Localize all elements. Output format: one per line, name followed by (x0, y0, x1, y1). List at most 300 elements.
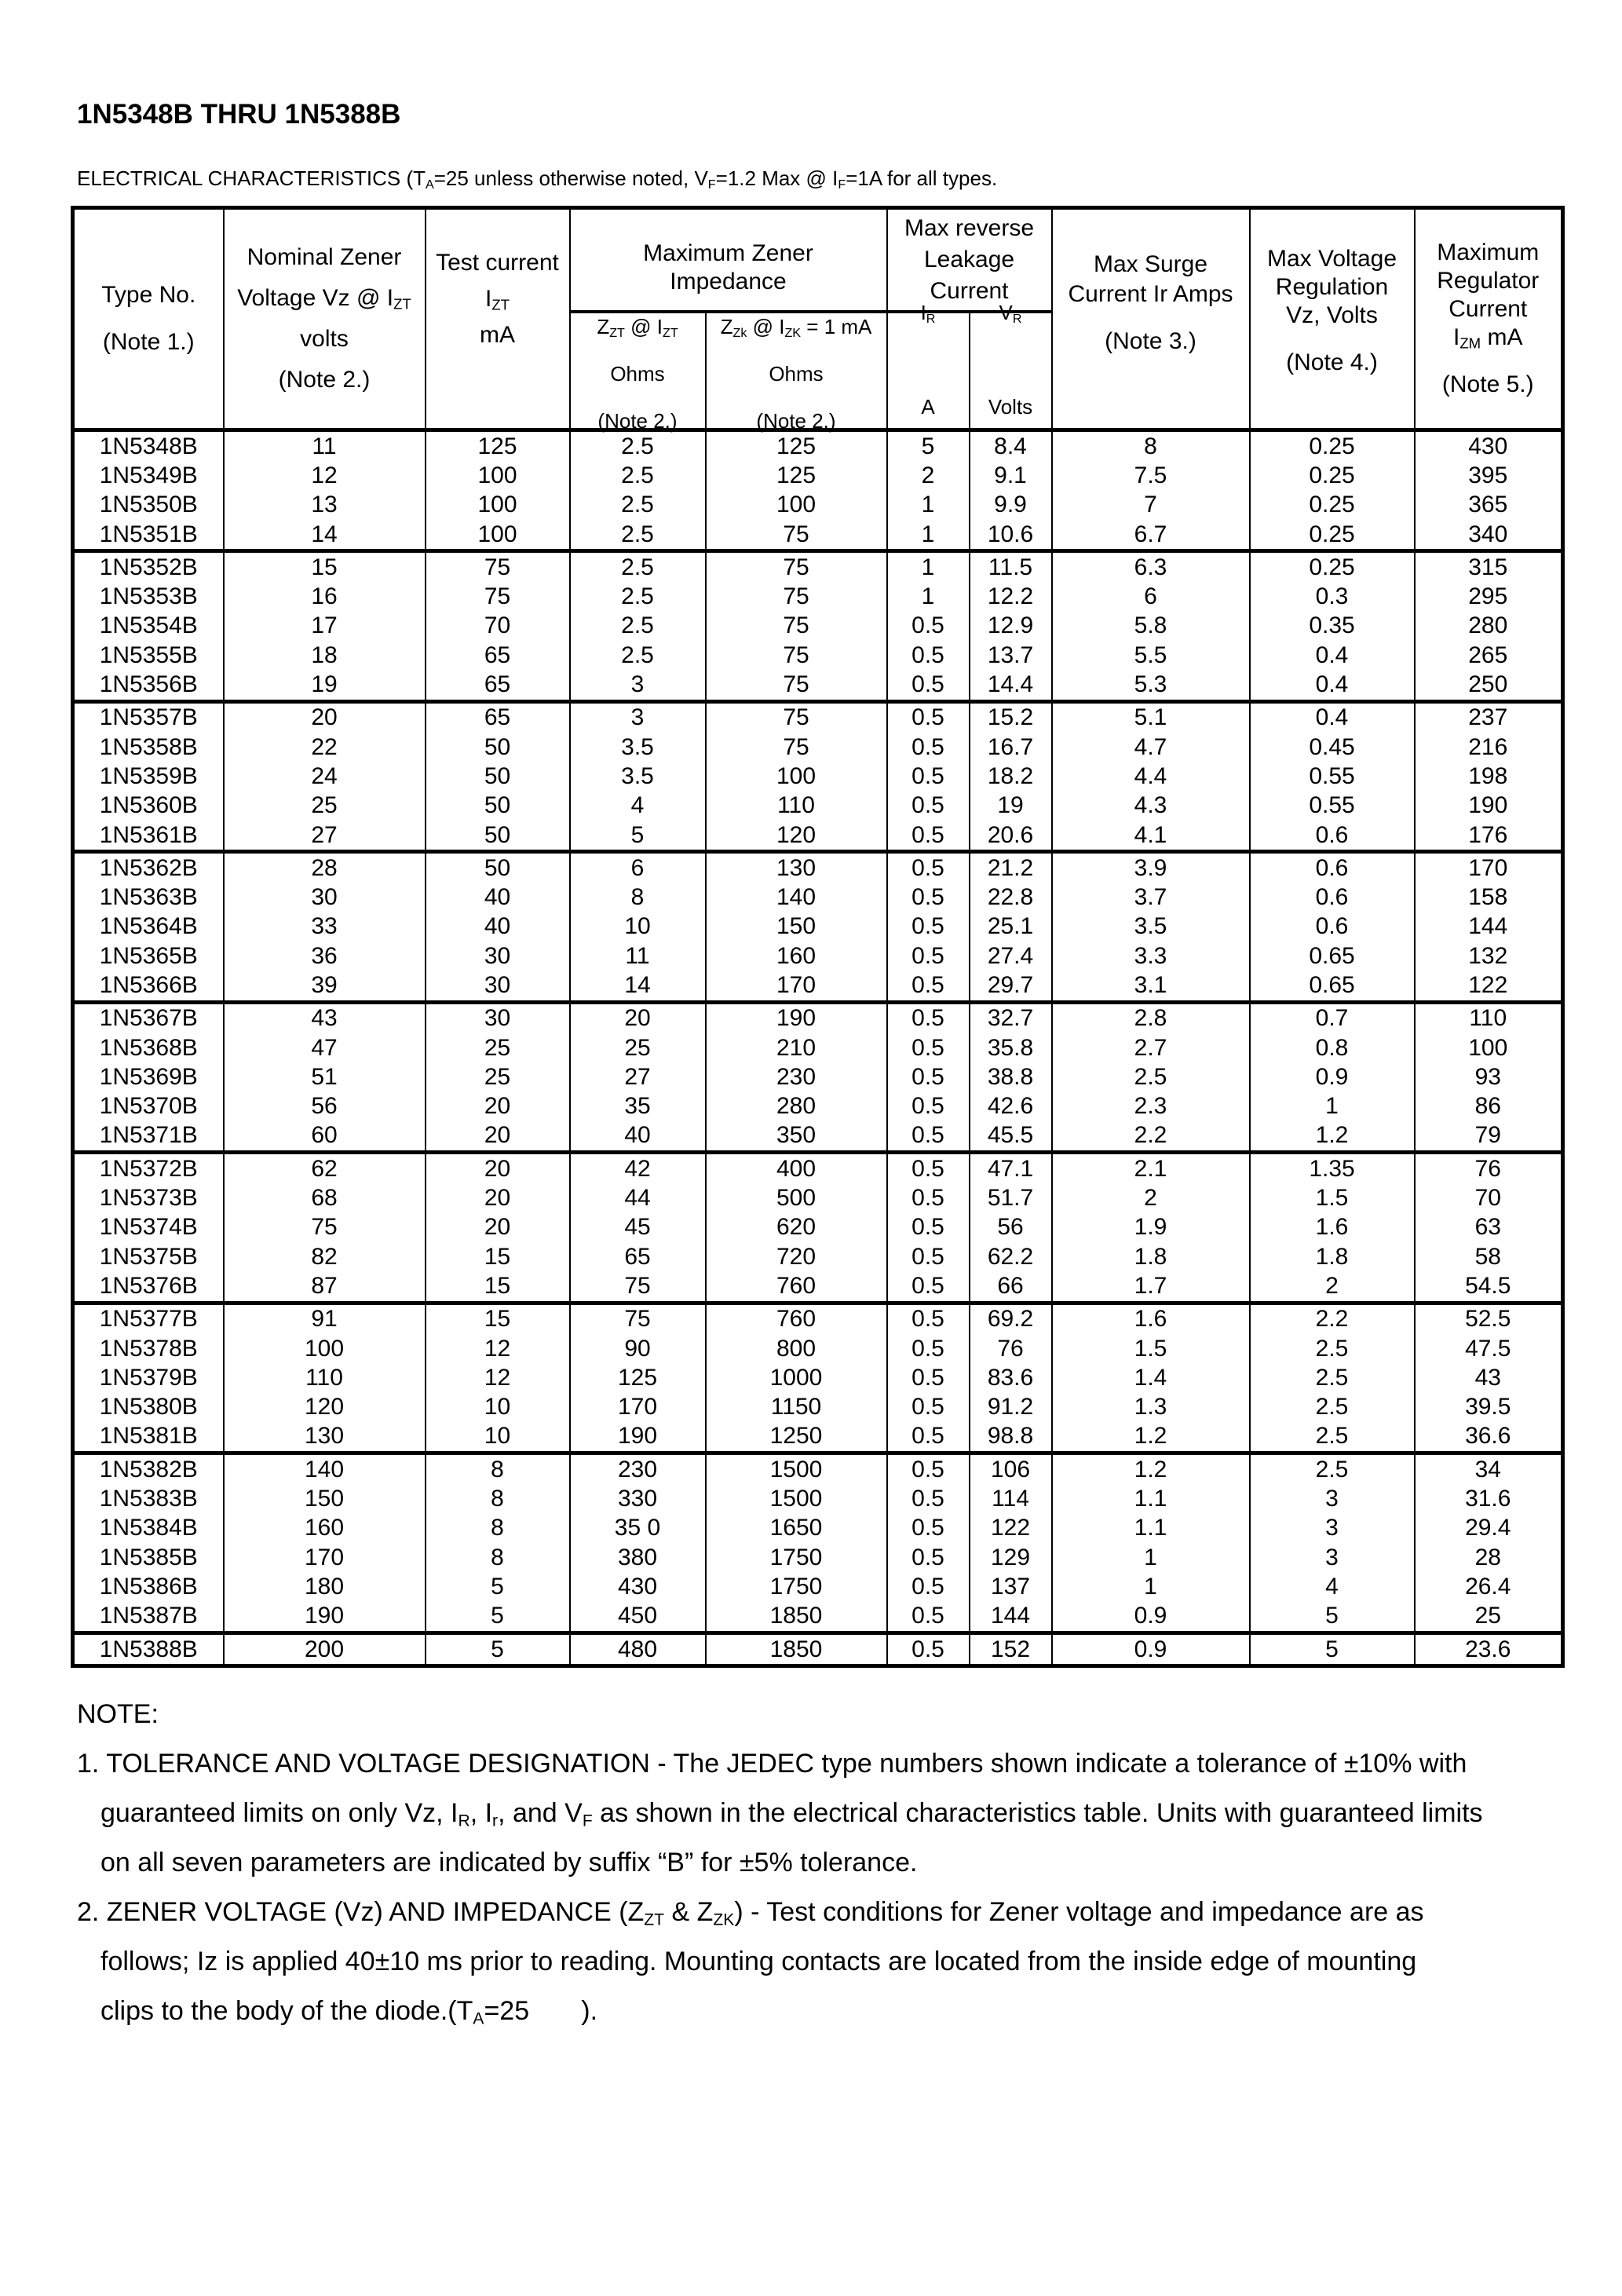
value-cell: 170 (1415, 852, 1563, 883)
table-row (73, 701, 1563, 733)
value-cell: 2.5 (1250, 1422, 1415, 1453)
value-cell: 120 (224, 1393, 426, 1422)
electrical-characteristics-table (71, 206, 1565, 1668)
value-cell: 100 (1415, 1033, 1563, 1062)
value-cell: 87 (224, 1271, 426, 1303)
value-cell: 330 (570, 1484, 706, 1513)
value-cell: 1.4 (1052, 1363, 1250, 1392)
value-cell: 20 (224, 701, 426, 733)
value-cell: 2.5 (1052, 1062, 1250, 1091)
value-cell: 140 (224, 1453, 426, 1485)
value-cell: 23.6 (1415, 1632, 1563, 1665)
value-cell: 47 (224, 1033, 426, 1062)
value-cell: 150 (224, 1484, 426, 1513)
value-cell: 75 (224, 1213, 426, 1242)
value-cell: 52.5 (1415, 1303, 1563, 1334)
header-zzk: $Z_{Zk}$ @ $I_{ZK} = 1$ mA Ohms (Note 2.) (706, 312, 887, 430)
value-cell: 0.6 (1250, 883, 1415, 912)
value-cell: 45 (570, 1213, 706, 1242)
value-cell: 3 (570, 701, 706, 733)
header-type-no: Type No. (Note 1.) (73, 208, 224, 430)
value-cell: 18 (224, 641, 426, 670)
value-cell: 150 (706, 912, 887, 941)
value-cell: 20 (570, 1002, 706, 1033)
value-cell: 6 (1052, 582, 1250, 611)
value-cell: 0.55 (1250, 792, 1415, 821)
value-cell: 4.4 (1052, 762, 1250, 791)
zzk-note: (Note 2.) (756, 409, 836, 433)
notes-heading: NOTE: (77, 1699, 159, 1729)
value-cell: 20 (426, 1092, 570, 1121)
value-cell: 75 (706, 582, 887, 611)
value-cell: 4.1 (1052, 821, 1250, 852)
value-cell: 0.6 (1250, 821, 1415, 852)
value-cell: 35.8 (970, 1033, 1052, 1062)
type-number-cell: 1N5375B (73, 1242, 224, 1271)
value-cell: 63 (1415, 1213, 1563, 1242)
value-cell: 0.5 (887, 941, 970, 971)
value-cell: 0.5 (887, 701, 970, 733)
table-row (73, 1514, 1563, 1543)
value-cell: 28 (1415, 1543, 1563, 1572)
value-cell: 110 (706, 792, 887, 821)
value-cell: 0.25 (1250, 430, 1415, 462)
table-row (73, 941, 1563, 971)
type-number-cell: 1N5379B (73, 1363, 224, 1392)
value-cell: 0.5 (887, 1453, 970, 1485)
value-cell: 170 (224, 1543, 426, 1572)
table-row (73, 1334, 1563, 1363)
value-cell: 76 (970, 1334, 1052, 1363)
header-max-regulator-current: Maximum Regulator Current $I_{ZM}$ mA (Note 5.) (1415, 208, 1563, 430)
value-cell: 125 (570, 1363, 706, 1392)
type-number-cell: 1N5354B (73, 612, 224, 641)
value-cell: 280 (1415, 612, 1563, 641)
value-cell: 0.4 (1250, 670, 1415, 701)
value-cell: 130 (706, 852, 887, 883)
value-cell: 1750 (706, 1543, 887, 1572)
value-cell: 0.65 (1250, 941, 1415, 971)
value-cell: 5 (426, 1572, 570, 1601)
value-cell: 10 (426, 1422, 570, 1453)
table-row (73, 1363, 1563, 1392)
value-cell: 6 (570, 852, 706, 883)
value-cell: 25 (224, 792, 426, 821)
value-cell: 91.2 (970, 1393, 1052, 1422)
value-cell: 0.5 (887, 1572, 970, 1601)
value-cell: 1750 (706, 1572, 887, 1601)
value-cell: 76 (1415, 1153, 1563, 1184)
value-cell: 2.5 (570, 551, 706, 583)
value-cell: 43 (224, 1002, 426, 1033)
value-cell: 0.5 (887, 1422, 970, 1453)
value-cell: 14 (570, 971, 706, 1002)
value-cell: 42.6 (970, 1092, 1052, 1121)
table-row (73, 1422, 1563, 1453)
value-cell: 27 (224, 821, 426, 852)
value-cell: 2.5 (1250, 1334, 1415, 1363)
value-cell: 0.5 (887, 1002, 970, 1033)
value-cell: 2.5 (570, 491, 706, 520)
value-cell: 21.2 (970, 852, 1052, 883)
value-cell: 0.55 (1250, 762, 1415, 791)
value-cell: 2 (887, 461, 970, 490)
table-row (73, 1632, 1563, 1665)
value-cell: 0.5 (887, 1271, 970, 1303)
value-cell: 0.5 (887, 733, 970, 762)
value-cell: 1 (1250, 1092, 1415, 1121)
value-cell: 83.6 (970, 1363, 1052, 1392)
value-cell: 5 (426, 1632, 570, 1665)
value-cell: 0.45 (1250, 733, 1415, 762)
value-cell: 25 (426, 1033, 570, 1062)
value-cell: 1500 (706, 1484, 887, 1513)
type-number-cell: 1N5352B (73, 551, 224, 583)
value-cell: 1.6 (1052, 1303, 1250, 1334)
value-cell: 10.6 (970, 520, 1052, 551)
value-cell: 122 (970, 1514, 1052, 1543)
table-row (73, 1572, 1563, 1601)
value-cell: 39 (224, 971, 426, 1002)
table-row (73, 1092, 1563, 1121)
table-row (73, 1453, 1563, 1485)
value-cell: 12 (426, 1334, 570, 1363)
value-cell: 40 (426, 912, 570, 941)
value-cell: 160 (224, 1514, 426, 1543)
value-cell: 30 (426, 941, 570, 971)
value-cell: 11 (224, 430, 426, 462)
value-cell: 1.3 (1052, 1393, 1250, 1422)
table-row (73, 1121, 1563, 1153)
table-row (73, 733, 1563, 762)
value-cell: 620 (706, 1213, 887, 1242)
note-line: 2. ZENER VOLTAGE (Vz) AND IMPEDANCE ($Z_{ZT}$ & $Z_{ZK}$) - Test conditions for Zener voltage and impedance are as (77, 1897, 1424, 1929)
value-cell: 100 (426, 461, 570, 490)
value-cell: 237 (1415, 701, 1563, 733)
value-cell: 29.4 (1415, 1514, 1563, 1543)
value-cell: 2.5 (1250, 1363, 1415, 1392)
value-cell: 0.5 (887, 1183, 970, 1212)
type-number-cell: 1N5364B (73, 912, 224, 941)
value-cell: 6.3 (1052, 551, 1250, 583)
value-cell: 110 (1415, 1002, 1563, 1033)
value-cell: 0.5 (887, 670, 970, 701)
value-cell: 35 0 (570, 1514, 706, 1543)
table-row (73, 1271, 1563, 1303)
value-cell: 3.5 (1052, 912, 1250, 941)
value-cell: 62 (224, 1153, 426, 1184)
note-line: 1. TOLERANCE AND VOLTAGE DESIGNATION - The JEDEC type numbers shown indicate a tolerance of ±10% with (77, 1749, 1467, 1779)
table-row (73, 1033, 1563, 1062)
value-cell: 65 (426, 641, 570, 670)
value-cell: 0.25 (1250, 520, 1415, 551)
value-cell: 1850 (706, 1632, 887, 1665)
type-number-cell: 1N5349B (73, 461, 224, 490)
value-cell: 86 (1415, 1092, 1563, 1121)
value-cell: 47.1 (970, 1153, 1052, 1184)
value-cell: 0.5 (887, 1303, 970, 1334)
value-cell: 100 (706, 762, 887, 791)
value-cell: 3.5 (570, 762, 706, 791)
value-cell: 50 (426, 762, 570, 791)
value-cell: 2.7 (1052, 1033, 1250, 1062)
value-cell: 31.6 (1415, 1484, 1563, 1513)
value-cell: 1000 (706, 1363, 887, 1392)
value-cell: 79 (1415, 1121, 1563, 1153)
value-cell: 4 (1250, 1572, 1415, 1601)
value-cell: 190 (706, 1002, 887, 1033)
table-row (73, 1183, 1563, 1212)
value-cell: 1.2 (1052, 1453, 1250, 1485)
type-number-cell: 1N5373B (73, 1183, 224, 1212)
value-cell: 8 (426, 1514, 570, 1543)
type-number-cell: 1N5380B (73, 1393, 224, 1422)
value-cell: 3 (1250, 1514, 1415, 1543)
value-cell: 82 (224, 1242, 426, 1271)
value-cell: 5 (1250, 1632, 1415, 1665)
value-cell: 0.5 (887, 612, 970, 641)
value-cell: 18.2 (970, 762, 1052, 791)
value-cell: 51 (224, 1062, 426, 1091)
table-row (73, 670, 1563, 701)
value-cell: 60 (224, 1121, 426, 1153)
value-cell: 42 (570, 1153, 706, 1184)
value-cell: 35 (570, 1092, 706, 1121)
value-cell: 12 (426, 1363, 570, 1392)
value-cell: 75 (706, 612, 887, 641)
value-cell: 20.6 (970, 821, 1052, 852)
value-cell: 0.5 (887, 1062, 970, 1091)
value-cell: 6.7 (1052, 520, 1250, 551)
value-cell: 26.4 (1415, 1572, 1563, 1601)
value-cell: 3 (1250, 1543, 1415, 1572)
value-cell: 1500 (706, 1453, 887, 1485)
value-cell: 62.2 (970, 1242, 1052, 1271)
value-cell: 265 (1415, 641, 1563, 670)
value-cell: 15 (426, 1242, 570, 1271)
value-cell: 122 (1415, 971, 1563, 1002)
value-cell: 15 (426, 1271, 570, 1303)
value-cell: 40 (570, 1121, 706, 1153)
value-cell: 25 (426, 1062, 570, 1091)
value-cell: 50 (426, 821, 570, 852)
type-number-cell: 1N5384B (73, 1514, 224, 1543)
value-cell: 50 (426, 792, 570, 821)
value-cell: 2.5 (570, 582, 706, 611)
value-cell: 0.5 (887, 1213, 970, 1242)
value-cell: 30 (224, 883, 426, 912)
table-row (73, 971, 1563, 1002)
value-cell: 0.5 (887, 1092, 970, 1121)
value-cell: 1150 (706, 1393, 887, 1422)
value-cell: 0.5 (887, 762, 970, 791)
value-cell: 54.5 (1415, 1271, 1563, 1303)
value-cell: 75 (706, 701, 887, 733)
table-row (73, 1484, 1563, 1513)
value-cell: 24 (224, 762, 426, 791)
value-cell: 65 (426, 670, 570, 701)
value-cell: 0.35 (1250, 612, 1415, 641)
type-number-cell: 1N5360B (73, 792, 224, 821)
value-cell: 0.5 (887, 1153, 970, 1184)
type-number-cell: 1N5370B (73, 1092, 224, 1121)
value-cell: 1 (887, 520, 970, 551)
value-cell: 130 (224, 1422, 426, 1453)
value-cell: 20 (426, 1183, 570, 1212)
value-cell: 75 (706, 670, 887, 701)
value-cell: 1.1 (1052, 1514, 1250, 1543)
type-number-cell: 1N5383B (73, 1484, 224, 1513)
value-cell: 4.3 (1052, 792, 1250, 821)
value-cell: 22 (224, 733, 426, 762)
value-cell: 58 (1415, 1242, 1563, 1271)
value-cell: 45.5 (970, 1121, 1052, 1153)
value-cell: 2.5 (570, 461, 706, 490)
value-cell: 2.5 (1250, 1453, 1415, 1485)
value-cell: 0.5 (887, 1632, 970, 1665)
value-cell: 132 (1415, 941, 1563, 971)
value-cell: 1 (1052, 1543, 1250, 1572)
table-row (73, 1602, 1563, 1633)
value-cell: 32.7 (970, 1002, 1052, 1033)
header-test-current: Test current $I_{ZT}$ mA (426, 208, 570, 430)
value-cell: 190 (1415, 792, 1563, 821)
value-cell: 365 (1415, 491, 1563, 520)
type-number-cell: 1N5378B (73, 1334, 224, 1363)
header-max-voltage-regulation: Max Voltage Regulation Vz, Volts (Note 4.) (1250, 208, 1415, 430)
value-cell: 0.5 (887, 1033, 970, 1062)
value-cell: 75 (706, 733, 887, 762)
value-cell: 15 (224, 551, 426, 583)
value-cell: 100 (426, 520, 570, 551)
value-cell: 0.9 (1052, 1602, 1250, 1633)
value-cell: 190 (570, 1422, 706, 1453)
value-cell: 0.25 (1250, 551, 1415, 583)
header-ir: $I_R$ A (887, 312, 970, 430)
value-cell: 152 (970, 1632, 1052, 1665)
value-cell: 1.2 (1250, 1121, 1415, 1153)
value-cell: 15.2 (970, 701, 1052, 733)
type-number-cell: 1N5361B (73, 821, 224, 852)
value-cell: 8 (570, 883, 706, 912)
value-cell: 110 (224, 1363, 426, 1392)
table-row (73, 792, 1563, 821)
value-cell: 13 (224, 491, 426, 520)
value-cell: 17 (224, 612, 426, 641)
value-cell: 2.3 (1052, 1092, 1250, 1121)
type-number-cell: 1N5362B (73, 852, 224, 883)
value-cell: 44 (570, 1183, 706, 1212)
value-cell: 19 (970, 792, 1052, 821)
table-row (73, 1303, 1563, 1334)
value-cell: 11 (570, 941, 706, 971)
value-cell: 120 (706, 821, 887, 852)
type-number-cell: 1N5376B (73, 1271, 224, 1303)
value-cell: 1 (887, 551, 970, 583)
value-cell: 2.5 (570, 520, 706, 551)
table-row (73, 1242, 1563, 1271)
value-cell: 170 (570, 1393, 706, 1422)
type-number-cell: 1N5368B (73, 1033, 224, 1062)
value-cell: 0.5 (887, 1393, 970, 1422)
value-cell: 98.8 (970, 1422, 1052, 1453)
value-cell: 0.5 (887, 852, 970, 883)
value-cell: 1.1 (1052, 1484, 1250, 1513)
type-number-cell: 1N5366B (73, 971, 224, 1002)
value-cell: 400 (706, 1153, 887, 1184)
value-cell: 450 (570, 1602, 706, 1633)
table-row (73, 762, 1563, 791)
table-row (73, 1062, 1563, 1091)
note-line: on all seven parameters are indicated by suffix “B” for ±5% tolerance. (100, 1848, 918, 1877)
value-cell: 2.1 (1052, 1153, 1250, 1184)
value-cell: 315 (1415, 551, 1563, 583)
value-cell: 14.4 (970, 670, 1052, 701)
value-cell: 5.3 (1052, 670, 1250, 701)
value-cell: 1850 (706, 1602, 887, 1633)
document-title: 1N5348B THRU 1N5388B (77, 99, 401, 130)
value-cell: 5 (570, 821, 706, 852)
value-cell: 0.9 (1052, 1632, 1250, 1665)
value-cell: 0.65 (1250, 971, 1415, 1002)
value-cell: 3 (570, 670, 706, 701)
value-cell: 70 (1415, 1183, 1563, 1212)
value-cell: 1.8 (1250, 1242, 1415, 1271)
table-row (73, 1213, 1563, 1242)
value-cell: 480 (570, 1632, 706, 1665)
note-line: follows; Iz is applied 40±10 ms prior to reading. Mounting contacts are located from the inside edge of mounting (100, 1947, 1417, 1976)
value-cell: 1.6 (1250, 1213, 1415, 1242)
type-number-cell: 1N5363B (73, 883, 224, 912)
value-cell: 0.5 (887, 1242, 970, 1271)
type-number-cell: 1N5358B (73, 733, 224, 762)
value-cell: 0.5 (887, 1121, 970, 1153)
table-caption: ELECTRICAL CHARACTERISTICS ($T_A=25$ unless otherwise noted, $V_F=1.2$ Max @ $I_F=1A$ for all types. (77, 166, 998, 192)
value-cell: 75 (706, 641, 887, 670)
value-cell: 65 (426, 701, 570, 733)
type-number-cell: 1N5381B (73, 1422, 224, 1453)
value-cell: 140 (706, 883, 887, 912)
value-cell: 144 (1415, 912, 1563, 941)
value-cell: 75 (426, 551, 570, 583)
value-cell: 38.8 (970, 1062, 1052, 1091)
type-number-cell: 1N5369B (73, 1062, 224, 1091)
value-cell: 3.1 (1052, 971, 1250, 1002)
value-cell: 93 (1415, 1062, 1563, 1091)
value-cell: 66 (970, 1271, 1052, 1303)
value-cell: 75 (570, 1271, 706, 1303)
value-cell: 216 (1415, 733, 1563, 762)
value-cell: 7 (1052, 491, 1250, 520)
table-row (73, 551, 1563, 583)
header-vr: $V_R$ Volts (970, 312, 1052, 430)
value-cell: 720 (706, 1242, 887, 1271)
value-cell: 40 (426, 883, 570, 912)
value-cell: 33 (224, 912, 426, 941)
type-number-cell: 1N5388B (73, 1632, 224, 1665)
value-cell: 0.8 (1250, 1033, 1415, 1062)
value-cell: 25.1 (970, 912, 1052, 941)
value-cell: 430 (570, 1572, 706, 1601)
table-row (73, 641, 1563, 670)
value-cell: 65 (570, 1242, 706, 1271)
value-cell: 39.5 (1415, 1393, 1563, 1422)
value-cell: 0.5 (887, 641, 970, 670)
header-zzt: $Z_{ZT}$ @ $I_{ZT}$ Ohms (Note 2.) (570, 312, 706, 430)
value-cell: 12 (224, 461, 426, 490)
value-cell: 0.5 (887, 1543, 970, 1572)
note-line: clips to the body of the $diode.(T_A=25$ ). (100, 1996, 598, 2028)
